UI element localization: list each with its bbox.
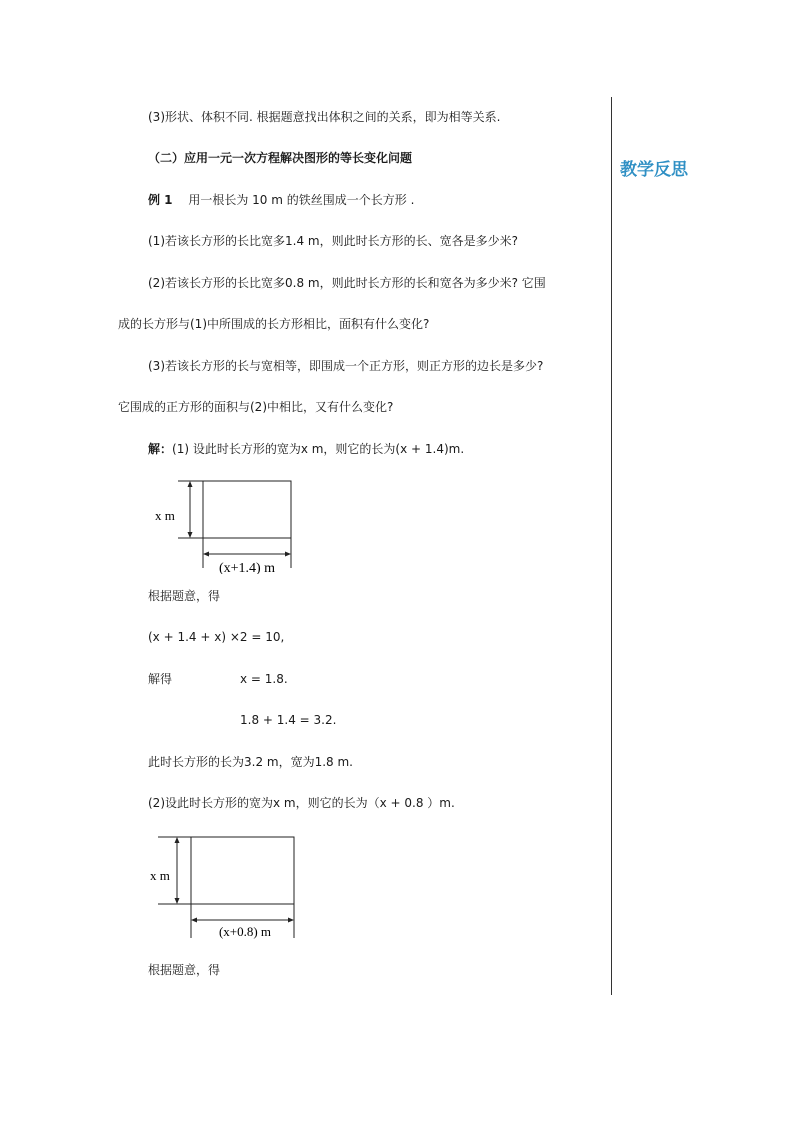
figure-2-bottom-label: (x+0.8) m [218,924,272,939]
solution-1-text: (1) 设此时长方形的宽为x m，则它的长为(x + 1.4)m. [172,442,465,456]
text-line-1: (3)形状、体积不同. 根据题意找出体积之间的关系，即为相等关系. [148,110,501,124]
margin-divider [611,97,612,995]
solve-label: 解得 [148,672,173,686]
question-2-line-2: 成的长方形与(1)中所围成的长方形相比，面积有什么变化? [118,317,430,331]
section-heading: （二）应用一元一次方程解决图形的等长变化问题 [148,151,413,165]
by-meaning-2: 根据题意，得 [148,963,221,977]
question-2-line-1: (2)若该长方形的长比宽多0.8 m，则此时长方形的长和宽各为多少米? 它围 [148,276,546,290]
by-meaning-1: 根据题意，得 [148,589,221,603]
equation-2: x = 1.8. [240,672,288,686]
teaching-reflection-title: 教学反思 [620,160,688,180]
rectangle-figure-1 [150,476,300,577]
question-1: (1)若该长方形的长比宽多1.4 m，则此时长方形的长、宽各是多少米? [148,234,518,248]
question-3-line-2: 它围成的正方形的面积与(2)中相比，又有什么变化? [118,400,394,414]
question-3-line-1: (3)若该长方形的长与宽相等，即围成一个正方形，则正方形的边长是多少? [148,359,544,373]
figure-1-side-label: x m [155,508,175,523]
example-label: 例 1 [148,193,173,207]
solution-2: (2)设此时长方形的宽为x m，则它的长为（x + 0.8 ）m. [148,796,455,810]
result-1: 此时长方形的长为3.2 m，宽为1.8 m. [148,755,353,769]
solution-label: 解： [148,442,173,456]
figure-2-side-label: x m [150,868,170,883]
equation-1: (x + 1.4 + x) ×2 = 10, [148,630,285,644]
example-line [148,192,414,208]
figure-1-bottom-label: (x+1.4) m [218,561,276,574]
example-text: 用一根长为 10 m 的铁丝围成一个长方形 . [188,193,415,207]
equation-3: 1.8 + 1.4 = 3.2. [240,713,337,727]
rectangle-figure-2 [148,832,298,945]
solution-1-line [148,441,464,457]
